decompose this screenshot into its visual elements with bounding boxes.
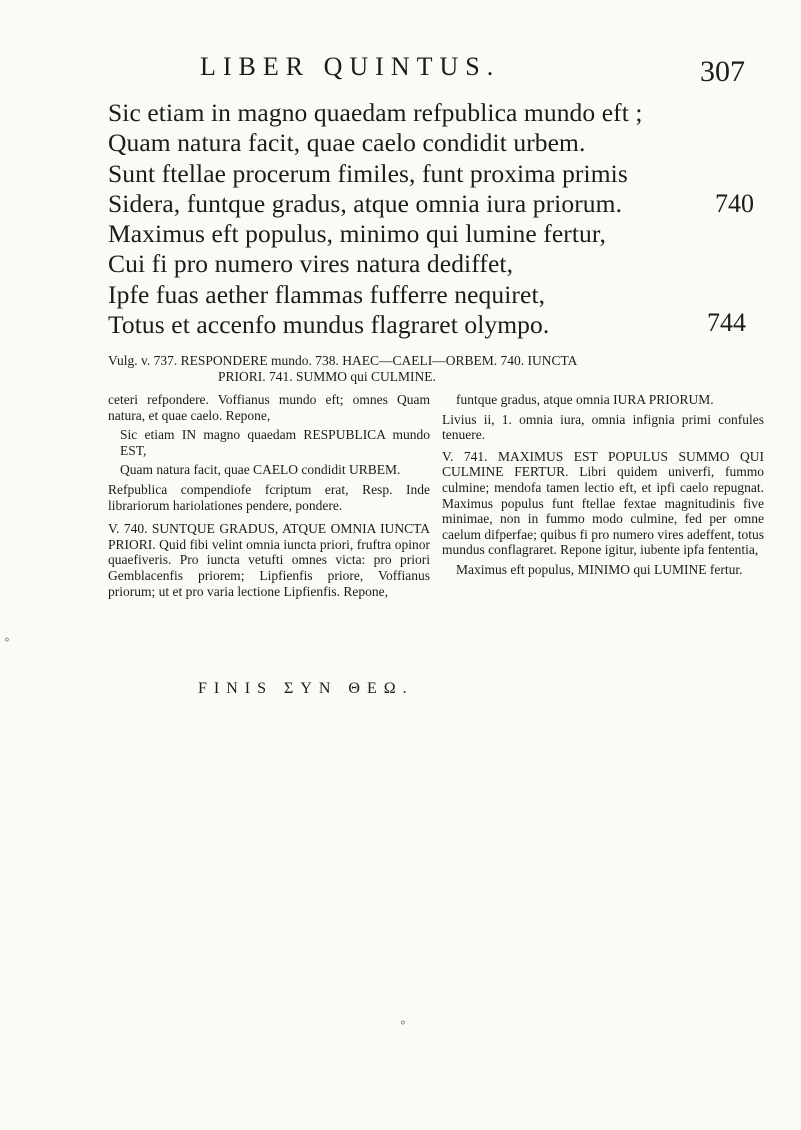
- page-number: 307: [700, 55, 745, 88]
- commentary-paragraph: V. 741. MAXIMUS EST POPULUS SUMMO QUI CULMINE FERTUR. Libri quidem univerfi, fummo culmine; mendofa tamen lectio eft, et ipfi caelo repugnat. Maximus populus funt ftellae fextae magnitudinis five minimae, non in fummo modo culmine, fed per omne caelum difperfae; quibus fi pro numero vires adeffent, totus mundus conflagraret. Repone igitur, iubente ipfa fententia,: [442, 448, 764, 558]
- running-head: LIBER QUINTUS.: [200, 52, 501, 81]
- commentary-quote: Maximus eft populus, MINIMO qui LUMINE fertur.: [456, 561, 743, 577]
- verse-line: Ipfe fuas aether flammas fufferre nequiret,: [108, 279, 546, 309]
- vulgate-line-2: PRIORI. 741. SUMMO qui CULMINE.: [218, 368, 436, 384]
- line-number-744: 744: [707, 308, 746, 337]
- verse-line: Sidera, funtque gradus, atque omnia iura priorum.: [108, 188, 623, 218]
- vulgate-line-1: Vulg. v. 737. RESPONDERE mundo. 738. HAEC—CAELI—ORBEM. 740. IUNCTA: [108, 353, 578, 368]
- verse-line: Sunt ftellae procerum fimiles, funt proxima primis: [108, 158, 628, 188]
- commentary-paragraph: Refpublica compendiofe fcriptum erat, Resp. Inde librariorum hariolationes pendere, pondere.: [108, 481, 430, 513]
- print-mark: ⸰: [400, 1018, 406, 1029]
- commentary-quote: Sic etiam IN magno quaedam RESPUBLICA mundo EST,: [120, 427, 430, 458]
- commentary-paragraph: Livius ii, 1. omnia iura, omnia infignia primi confules tenuere.: [442, 411, 764, 443]
- commentary-quote: funtque gradus, atque omnia IURA PRIORUM.: [456, 392, 714, 407]
- verse-block: [108, 98, 708, 340]
- commentary-left-column: [108, 392, 430, 603]
- verse-line: Cui fi pro numero vires natura dediffet,: [108, 249, 514, 279]
- verse-line: Quam natura facit, quae caelo condidit urbem.: [108, 128, 586, 158]
- verse-line: Maximus eft populus, minimo qui lumine fertur,: [108, 219, 606, 249]
- commentary-paragraph: ceteri refpondere. Voffianus mundo eft; omnes Quam natura, et quae caelo. Repone,: [108, 392, 430, 423]
- commentary-right-column: [442, 392, 764, 582]
- print-mark: ⸰: [4, 635, 10, 646]
- commentary-quote: Quam natura facit, quae CAELO condidit URBEM.: [120, 462, 401, 478]
- finis-colophon: FINIS ΣΥΝ ΘΕΩ.: [198, 680, 414, 697]
- commentary-paragraph: V. 740. SUNTQUE GRADUS, ATQUE OMNIA IUNCTA PRIORI. Quid fibi velint omnia iuncta priori, fruftra opinor quaefiveris. Pro iuncta vetufti omnes victa: pro priori Gemblacenfis priorem; Lipfienfis priore, Voffianus priorum; ut et pro varia lectione Lipfienfis. Repone,: [108, 521, 430, 599]
- verse-line: Sic etiam in magno quaedam refpublica mundo eft ;: [108, 98, 643, 127]
- line-number-740: 740: [715, 189, 754, 218]
- verse-line: Totus et accenfo mundus flagraret olympo.: [108, 310, 550, 340]
- vulgate-readings: [108, 353, 758, 384]
